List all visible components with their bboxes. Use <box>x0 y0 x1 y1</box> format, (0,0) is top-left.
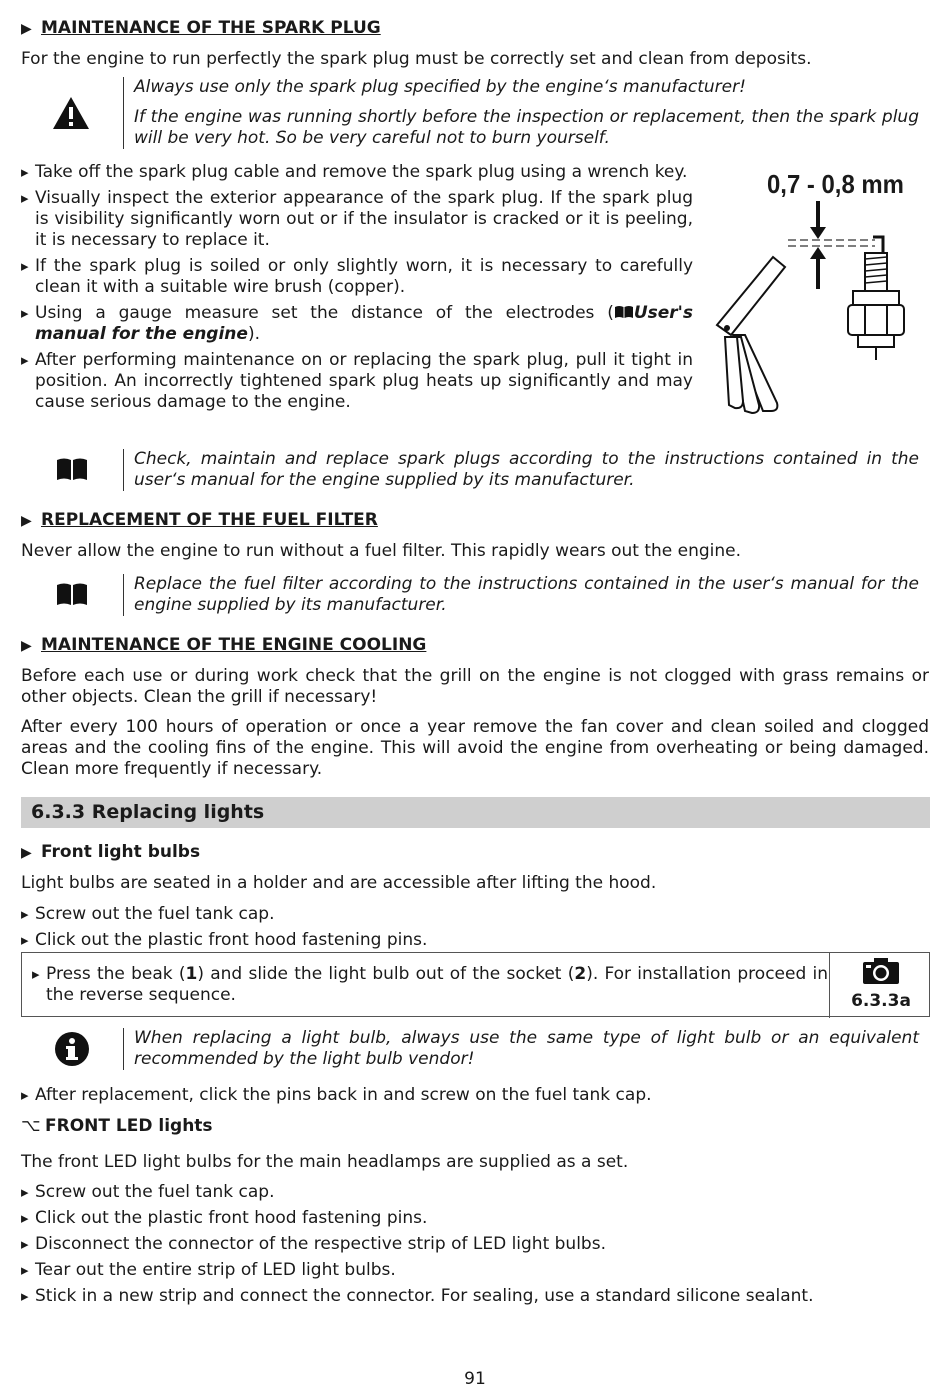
list-item: ▸ Click out the plastic front hood fastening pins. <box>21 930 921 951</box>
list-item: ▸ Take off the spark plug cable and remove the spark plug using a wrench key. <box>21 162 693 183</box>
led-intro: The front LED light bulbs for the main headlamps are supplied as a set. <box>21 1152 629 1172</box>
led-heading-symbol: ⌥ <box>21 1116 41 1136</box>
fuel-manual-note: Replace the fuel filter according to the instructions contained in the user‘s manual for the engine supplied by its manufacturer. <box>123 574 919 616</box>
spark-bullets <box>21 162 693 413</box>
figure-ref-cell <box>829 953 932 1018</box>
page-number: 91 <box>464 1369 486 1389</box>
warning-icon <box>52 96 90 136</box>
beak-step-text: ▸ Press the beak (1) and slide the light bulb out of the socket (2). For installation proceed in the reverse sequence. <box>32 964 828 1006</box>
info-note: When replacing a light bulb, always use the same type of light bulb or an equivalent recommended by the light bulb vendor! <box>123 1028 919 1070</box>
engine-cooling-heading: ▶ MAINTENANCE OF THE ENGINE COOLING <box>21 635 427 655</box>
beak-step-box <box>21 952 930 1017</box>
engine-manual-ref: User's manual for the engine <box>35 303 693 344</box>
list-item: ▸ Stick in a new strip and connect the connector. For sealing, use a standard silicone sealant. <box>21 1286 921 1307</box>
list-item: ▸ Tear out the entire strip of LED light bulbs. <box>21 1260 921 1281</box>
front-bulbs-steps <box>21 904 921 951</box>
after-replacement-step <box>21 1085 921 1106</box>
fuel-filter-intro: Never allow the engine to run without a fuel filter. This rapidly wears out the engine. <box>21 541 742 561</box>
spark-manual-note: Check, maintain and replace spark plugs according to the instructions contained in the user‘s manual for the engine supplied by its manufacturer. <box>123 449 919 491</box>
info-icon <box>54 1031 90 1073</box>
list-item: ▸ If the spark plug is soiled or only slightly worn, it is necessary to carefully clean it with a suitable wire brush (copper). <box>21 256 693 298</box>
book-icon <box>56 582 88 612</box>
warning-line-2: If the engine was running shortly before the inspection or replacement, then the spark plug will be very hot. So be very careful not to burn yourself. <box>134 107 919 148</box>
warning-line-1: Always use only the spark plug specified by the engine‘s manufacturer! <box>134 77 746 97</box>
figure-ref-label: 6.3.3a <box>851 991 911 1011</box>
led-steps <box>21 1182 921 1307</box>
front-bulbs-heading: ▶ Front light bulbs <box>21 842 201 862</box>
book-icon <box>614 303 634 323</box>
led-heading: ⌥ FRONT LED lights <box>21 1116 213 1136</box>
triangle-right-icon: ▶ <box>21 638 32 654</box>
camera-icon <box>830 957 932 991</box>
list-item: ▸ Screw out the fuel tank cap. <box>21 1182 921 1203</box>
triangle-right-icon: ▶ <box>21 845 32 861</box>
spark-plug-intro: For the engine to run perfectly the spark plug must be correctly set and clean from deposits. <box>21 49 812 69</box>
book-icon <box>56 457 88 487</box>
fuel-filter-heading: ▶ REPLACEMENT OF THE FUEL FILTER <box>21 510 378 530</box>
section-title-bar: 6.3.3 Replacing lights <box>21 797 930 828</box>
triangle-right-icon: ▶ <box>21 21 32 37</box>
list-item: ▸ After performing maintenance on or replacing the spark plug, pull it tight in position. An incorrectly tightened spark plug heats up significantly and may cause serious damage to the engine. <box>21 350 693 413</box>
triangle-right-icon: ▶ <box>21 513 32 529</box>
front-bulbs-intro: Light bulbs are seated in a holder and are accessible after lifting the hood. <box>21 873 657 893</box>
list-item: ▸ Visually inspect the exterior appearance of the spark plug. If the spark plug is visibility significantly worn out or if the insulator is cracked or it is peeling, it is necessary to replace it. <box>21 188 693 251</box>
spark-plug-heading: ▶ MAINTENANCE OF THE SPARK PLUG <box>21 18 381 38</box>
list-item: ▸ Screw out the fuel tank cap. <box>21 904 921 925</box>
spark-plug-gap-illustration <box>705 165 935 425</box>
cooling-para-2: After every 100 hours of operation or once a year remove the fan cover and clean soiled and clogged areas and the cooling fins of the engine. This will avoid the engine from overheating or being damaged. Clean more frequently if necessary. <box>21 717 929 779</box>
gap-label: 0,7 - 0,8 mm <box>767 169 904 199</box>
list-item: ▸ Disconnect the connector of the respective strip of LED light bulbs. <box>21 1234 921 1255</box>
warning-note <box>123 77 919 149</box>
spark-plug-drawing <box>705 165 935 425</box>
list-item: ▸ Using a gauge measure set the distance of the electrodes ( User's manual for the engine). <box>21 303 693 345</box>
list-item: ▸ After replacement, click the pins back in and screw on the fuel tank cap. <box>21 1085 921 1106</box>
list-item: ▸ Click out the plastic front hood fastening pins. <box>21 1208 921 1229</box>
cooling-para-1: Before each use or during work check that the grill on the engine is not clogged with grass remains or other objects. Clean the grill if necessary! <box>21 666 929 707</box>
